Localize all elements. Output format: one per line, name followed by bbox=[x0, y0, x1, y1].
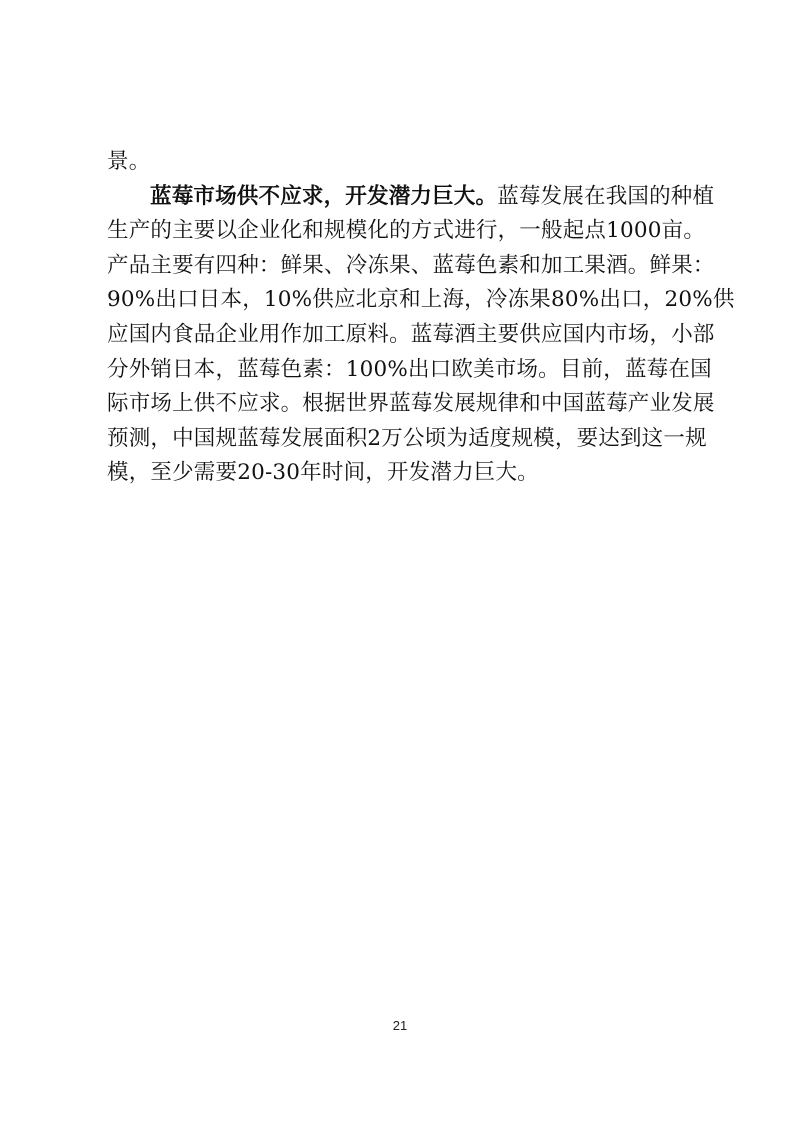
page-number: 21 bbox=[392, 1018, 408, 1033]
paragraph-line: 际市场上供不应求。根据世界蓝莓发展规律和中国蓝莓产业发展 bbox=[107, 391, 715, 417]
paragraph-line: 分外销日本，蓝莓色素：100%出口欧美市场。目前，蓝莓在国 bbox=[107, 356, 712, 382]
paragraph-line: 预测，中国规蓝莓发展面积2万公顷为适度规模，要达到这一规 bbox=[107, 425, 707, 451]
paragraph-line: 90%出口日本，10%供应北京和上海，冷冻果80%出口，20%供 bbox=[107, 287, 735, 313]
paragraph-line: 应国内食品企业用作加工原料。蓝莓酒主要供应国内市场，小部 bbox=[107, 321, 715, 347]
paragraph-line: 生产的主要以企业化和规模化的方式进行，一般起点1000亩。 bbox=[107, 218, 706, 244]
paragraph-line: 蓝莓发展在我国的种植 bbox=[497, 183, 715, 209]
paragraph-line: 产品主要有四种：鲜果、冷冻果、蓝莓色素和加工果酒。鲜果： bbox=[107, 252, 715, 278]
paragraph-line: 模，至少需要20-30年时间，开发潜力巨大。 bbox=[107, 460, 539, 486]
paragraph-first-line bbox=[107, 180, 715, 215]
paragraph-heading: 蓝莓市场供不应求，开发潜力巨大。 bbox=[150, 183, 498, 209]
continuation-line: 景。 bbox=[107, 149, 151, 174]
body-text bbox=[107, 145, 735, 491]
